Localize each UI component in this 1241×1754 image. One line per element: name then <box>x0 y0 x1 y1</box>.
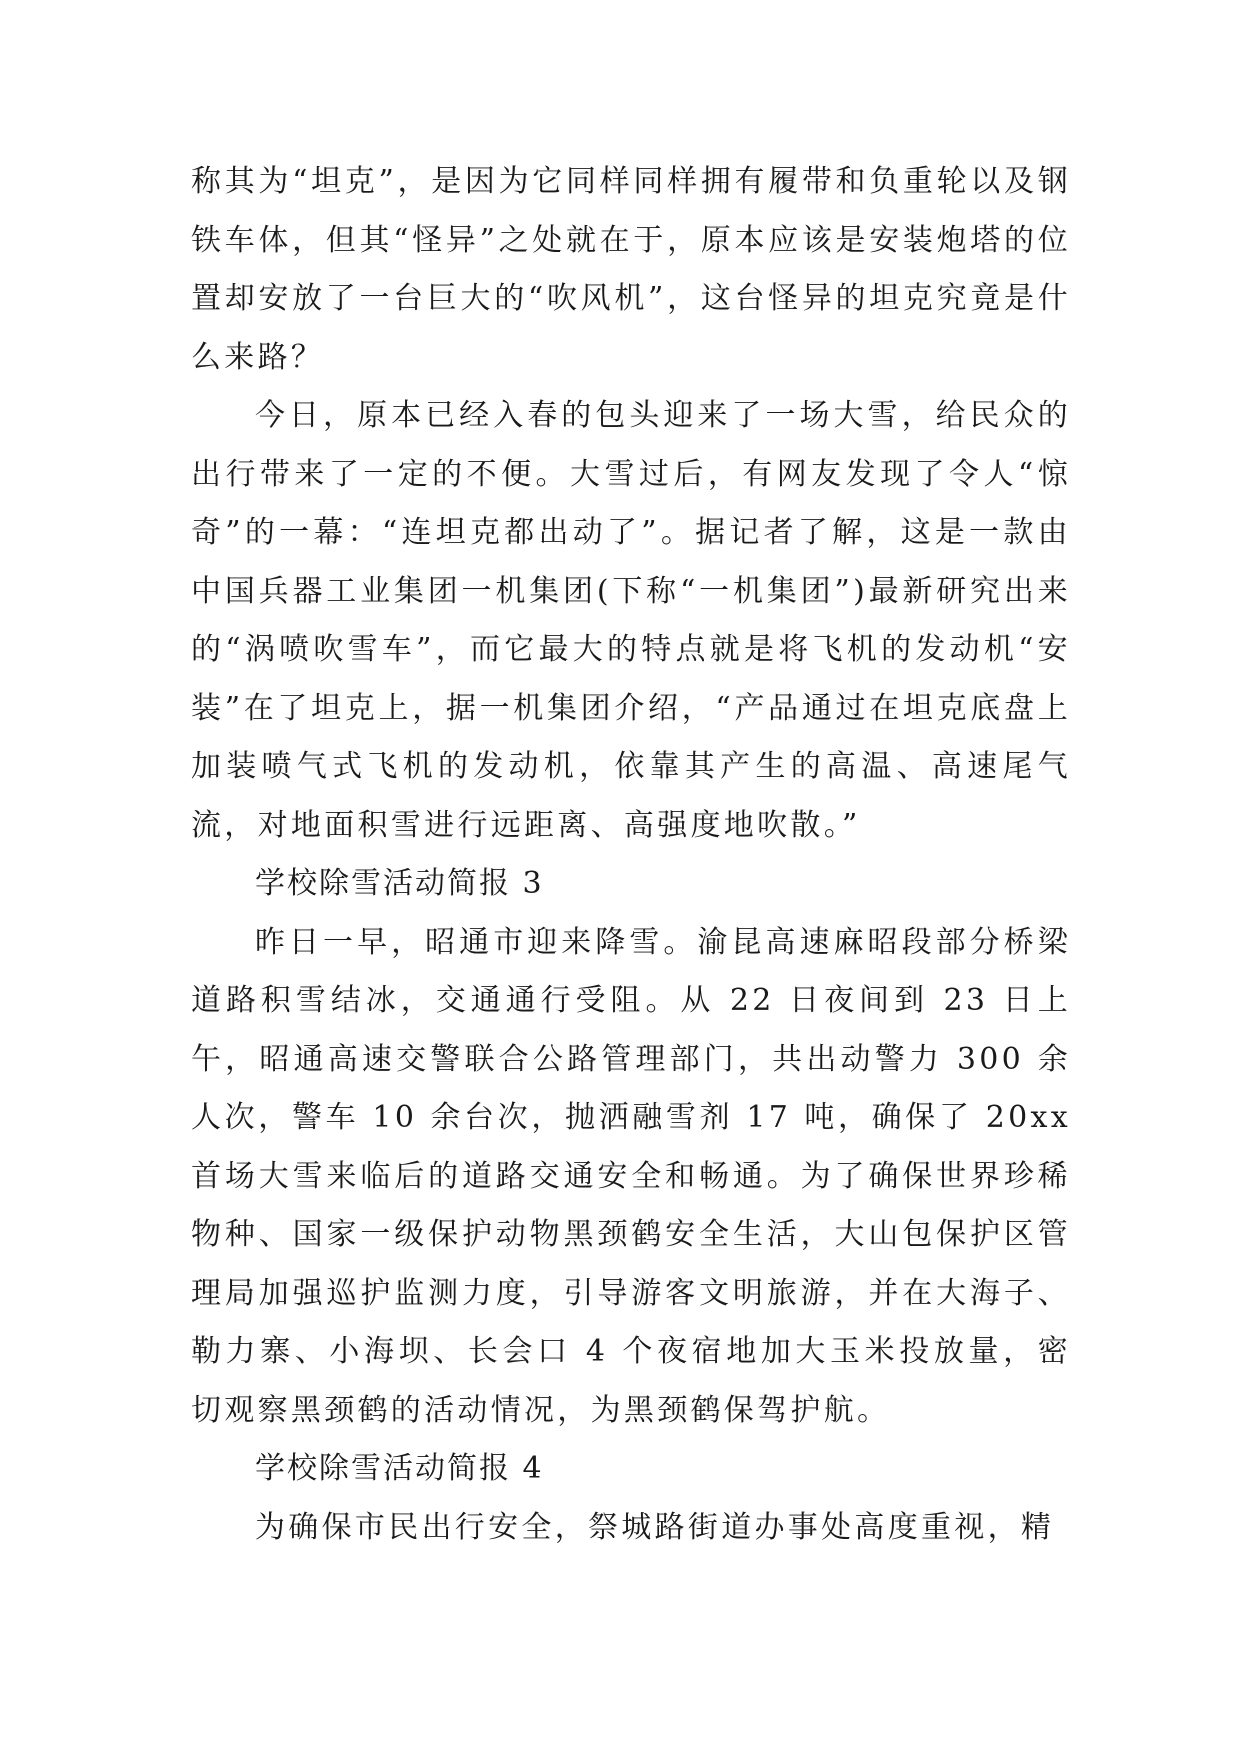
paragraph-tank-intro: 称其为“坦克”，是因为它同样同样拥有履带和负重轮以及钢铁车体，但其“怪异”之处就在于，原本应该是安装炮塔的位置却安放了一台巨大的“吹风机”，这台怪异的坦克究竟是什么来路？ <box>191 164 1071 375</box>
section-heading-4: 学校除雪活动简报 4 <box>255 1451 544 1486</box>
paragraph-baotou-snow: 今日，原本已经入春的包头迎来了一场大雪，给民众的出行带来了一定的不便。大雪过后，有网友发现了令人“惊奇”的一幕：“连坦克都出动了”。据记者了解，这是一款由中国兵器工业集团一机集团(下称“一机集团”)最新研究出来的“涡喷吹雪车”，而它最大的特点就是将飞机的发动机“安装”在了坦克上，据一机集团介绍，“产品通过在坦克底盘上加装喷气式飞机的发动机，依靠其产生的高温、高速尾气流，对地面积雪进行远距离、高强度地吹散。” <box>191 398 1071 843</box>
document-body <box>191 153 1071 1557</box>
section-heading-3: 学校除雪活动简报 3 <box>255 866 544 901</box>
paragraph-jicheng-road: 为确保市民出行安全，祭城路街道办事处高度重视，精 <box>255 1509 1055 1545</box>
paragraph-zhaotong-snow: 昨日一早，昭通市迎来降雪。渝昆高速麻昭段部分桥梁道路积雪结冰，交通通行受阻。从 22 日夜间到 23 日上午，昭通高速交警联合公路管理部门，共出动警力 300 余人次，警车 10 余台次，抛洒融雪剂 17 吨，确保了 20xx 首场大雪来临后的道路交通安全和畅通。为了确保世界珍稀物种、国家一级保护动物黑颈鹤安全生活，大山包保护区管理局加强巡护监测力度，引导游客文明旅游，并在大海子、勒力寨、小海坝、长会口 4 个夜宿地加大玉米投放量，密切观察黑颈鹤的活动情况，为黑颈鹤保驾护航。 <box>191 924 1071 1428</box>
